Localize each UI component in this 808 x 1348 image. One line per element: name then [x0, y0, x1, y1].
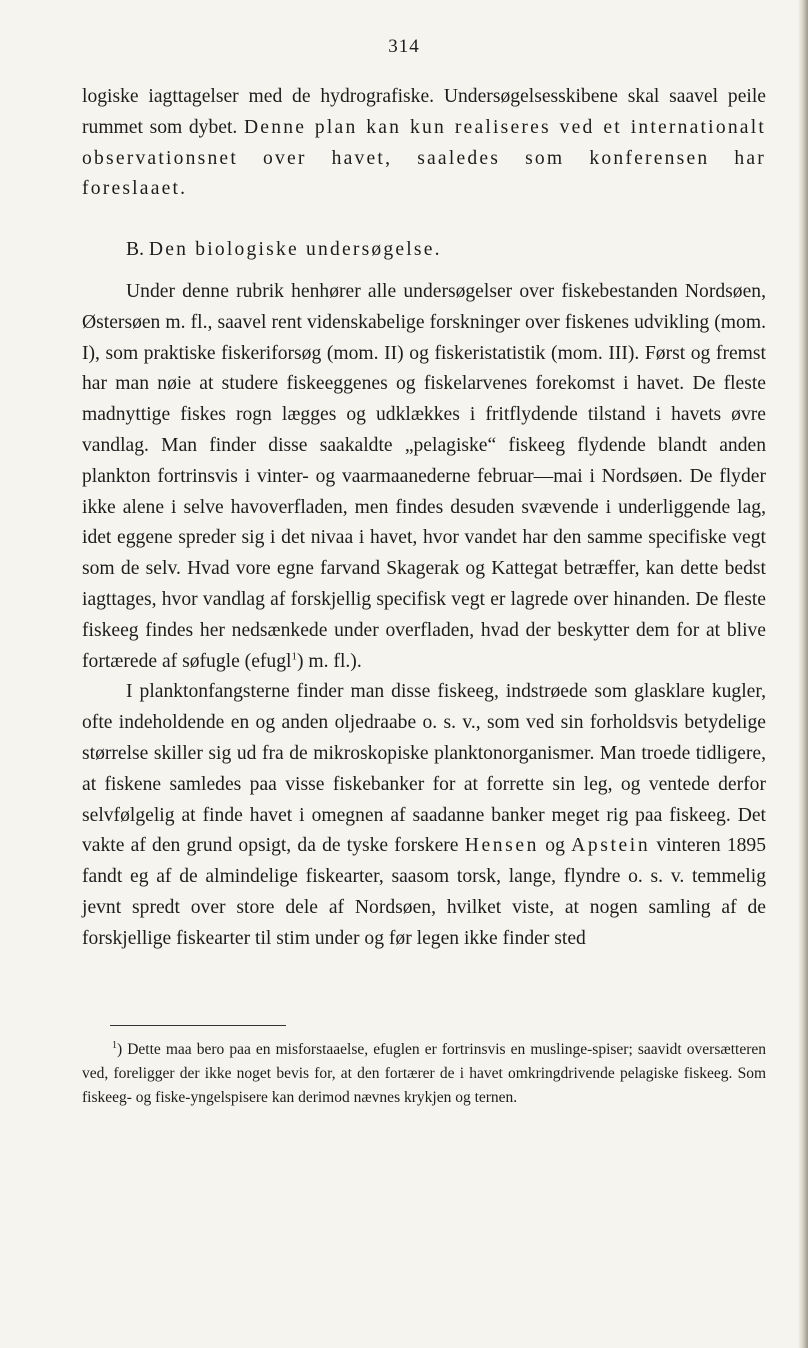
author-name-hensen: Hensen: [464, 835, 540, 857]
footnote-text: ) Dette maa bero paa en misforstaaelse, efuglen er fortrinsvis en muslinge-spiser; saavidt oversætteren ved, foreligger der ikke noget bevis for, at den fortærer de i havet omkringdrivende pelagiske fiskeeg. Som fiskeeg- og fiske-yngelspisere kan derimod nævnes krykjen og ternen.: [82, 1041, 766, 1106]
paragraph-3: [82, 677, 766, 954]
paragraph-2: [82, 277, 766, 677]
footnote-reference: 1: [291, 650, 297, 663]
paragraph-3-conjunction: og: [545, 835, 565, 857]
paragraph-2-end: ) m. fl.).: [296, 650, 362, 672]
main-text: [82, 82, 766, 955]
author-name-apstein: Apstein: [571, 835, 651, 857]
paragraph-1: [82, 82, 766, 205]
paragraph-2-text: Under denne rubrik henhører alle undersøgelser over fiskebestanden Nordsøen, Østersøen m. fl., saavel rent videnskabelige forskninger over fiskenes udvikling (mom. I), som praktiske fiskeriforsøg (mom. II) og fiskeristatistik (mom. III). Først og fremst har man nøie at studere fiskeeggenes og fiskelarvenes forekomst i havet. De fleste madnyttige fiskes rogn lægges og udklækkes i fritflydende tilstand i havets øvre vandlag. Man finder disse saakaldte „pelagiske“ fiskeeg flydende blandt anden plankton fortrinsvis i vinter- og vaarmaanederne februar—mai i Nordsøen. De flyder ikke alene i selve havoverfladen, men findes desuden svævende i underliggende lag, idet eggene spreder sig i det nivaa i havet, hvor vandet har den samme specifiske vegt som de selv. Hvad vore egne farvand Skagerak og Kattegat betræffer, kan dette bedst iagttages, hvor vandlag af forskjellig specifisk vegt er lagrede over hinanden. De fleste fiskeeg findes her nedsænkede under overfladen, hvad der beskytter dem for at blive fortærede af søfugle (efugl: [82, 280, 766, 672]
footnote-divider: [110, 1025, 286, 1026]
footnote-mark: 1: [112, 1039, 117, 1051]
page-edge-shadow: [798, 0, 808, 1348]
paragraph-3-text: I planktonfangsterne finder man disse fiskeeg, indstrøede som glasklare kugler, ofte indeholdende en og anden oljedraabe o. s. v., som ved sin forholdsvis betydelige størrelse skiller sig ud fra de mikroskopiske planktonorganismer. Man troede tidligere, at fiskene samledes paa visse fiskebanker for at forrette sin leg, og ventede derfor selvfølgelig at finde havet i omegnen af saadanne banker meget rig paa fiskeeg. Det vakte af den grund opsigt, da de tyske forskere: [82, 681, 766, 857]
paragraph-3-continued: vinteren 1895 fandt eg af de almindelige fiskearter, saasom torsk, lange, flyndre o. s. v. temmelig jevnt spredt over store dele af Nordsøen, hvilket viste, at nogen samling af de forskjellige fiskearter til stim under og før legen ikke finder sted: [82, 835, 767, 949]
paragraph-1-spaced-text: Denne plan kan kun realiseres ved et internationalt observationsnet over havet, saaledes som konferensen har foreslaaet.: [82, 116, 766, 200]
footnote: [82, 1038, 766, 1110]
section-heading-letter: B.: [126, 239, 144, 261]
page-number: 314: [388, 36, 420, 57]
paragraph-1-text: logiske iagttagelser med de hydrografiske. Undersøgelsesskibene skal saavel peile rummet som dybet.: [82, 86, 766, 138]
section-heading: [82, 235, 766, 266]
section-heading-title: Den biologiske undersøgelse.: [148, 239, 442, 261]
